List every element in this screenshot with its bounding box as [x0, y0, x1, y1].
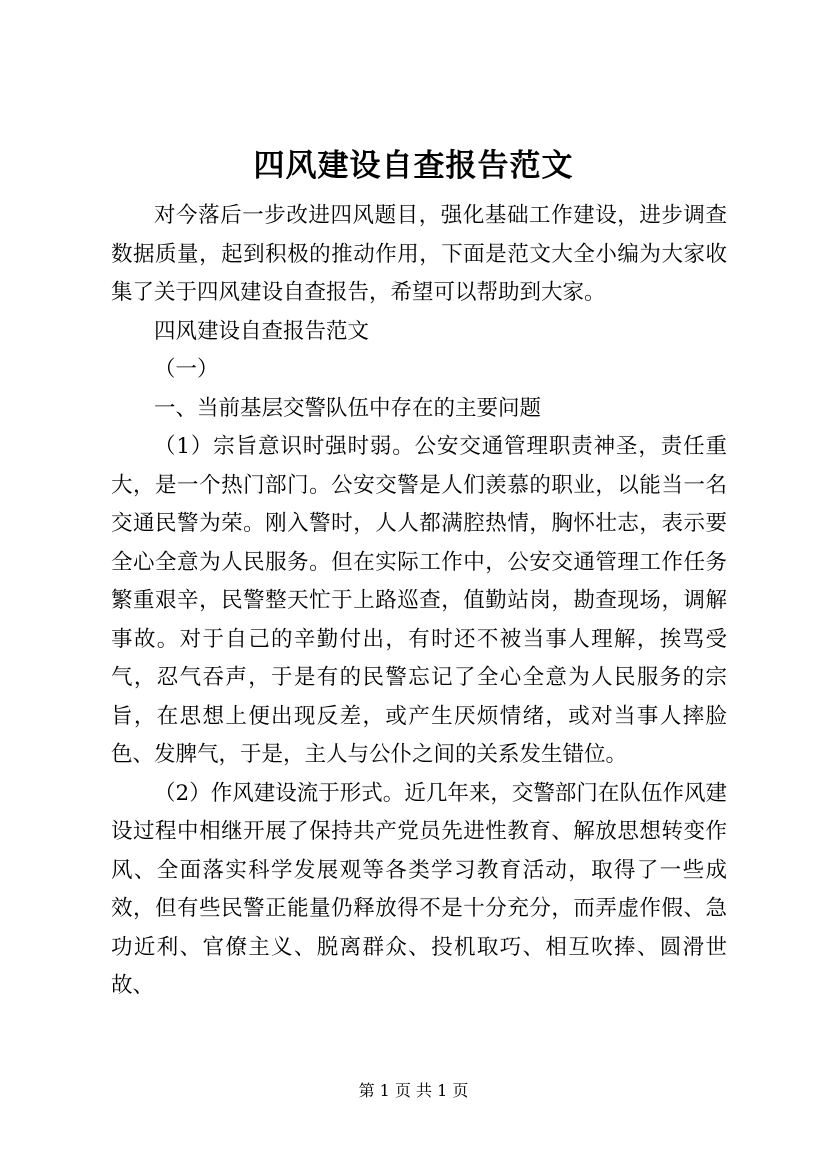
item-paragraph-2: （2）作风建设流于形式。近几年来，交警部门在队伍作风建设过程中相继开展了保持共产党员先进性教育、解放思想转变作风、全面落实科学发展观等各类学习教育活动，取得了一些成效，但有些民警正能量仍释放得不是十分充分，而弄虚作假、急功近利、官僚主义、脱离群众、投机取巧、相互吹捧、圆滑世故、 [111, 780, 727, 998]
document-title: 四风建设自查报告范文 [253, 148, 574, 184]
document-body [111, 197, 727, 1006]
section-number: （一） [154, 357, 219, 382]
subsection-heading: 一、当前基层交警队伍中存在的主要问题 [154, 395, 542, 421]
section-heading: 四风建设自查报告范文 [154, 318, 370, 344]
intro-paragraph: 对今落后一步改进四风题目，强化基础工作建设，进步调查数据质量，起到积极的推动作用，下面是范文大全小编为大家收集了关于四风建设自查报告，希望可以帮助到大家。 [111, 203, 727, 305]
page-footer: 第 1 页 共 1 页 [358, 1081, 469, 1100]
item-paragraph-1: （1）宗旨意识时强时弱。公安交通管理职责神圣，责任重大，是一个热门部门。公安交警是人们羡慕的职业，以能当一名交通民警为荣。刚入警时，人人都满腔热情，胸怀壮志，表示要全心全意为人民服务。但在实际工作中，公安交通管理工作任务繁重艰辛，民警整天忙于上路巡查，值勤站岗，勘查现场，调解事故。对于自己的辛勤付出，有时还不被当事人理解，挨骂受气，忍气吞声，于是有的民警忘记了全心全意为人民服务的宗旨，在思想上便出现反差，或产生厌烦情绪，或对当事人摔脸色、发脾气，于是，主人与公仆之间的关系发生错位。 [111, 434, 727, 767]
